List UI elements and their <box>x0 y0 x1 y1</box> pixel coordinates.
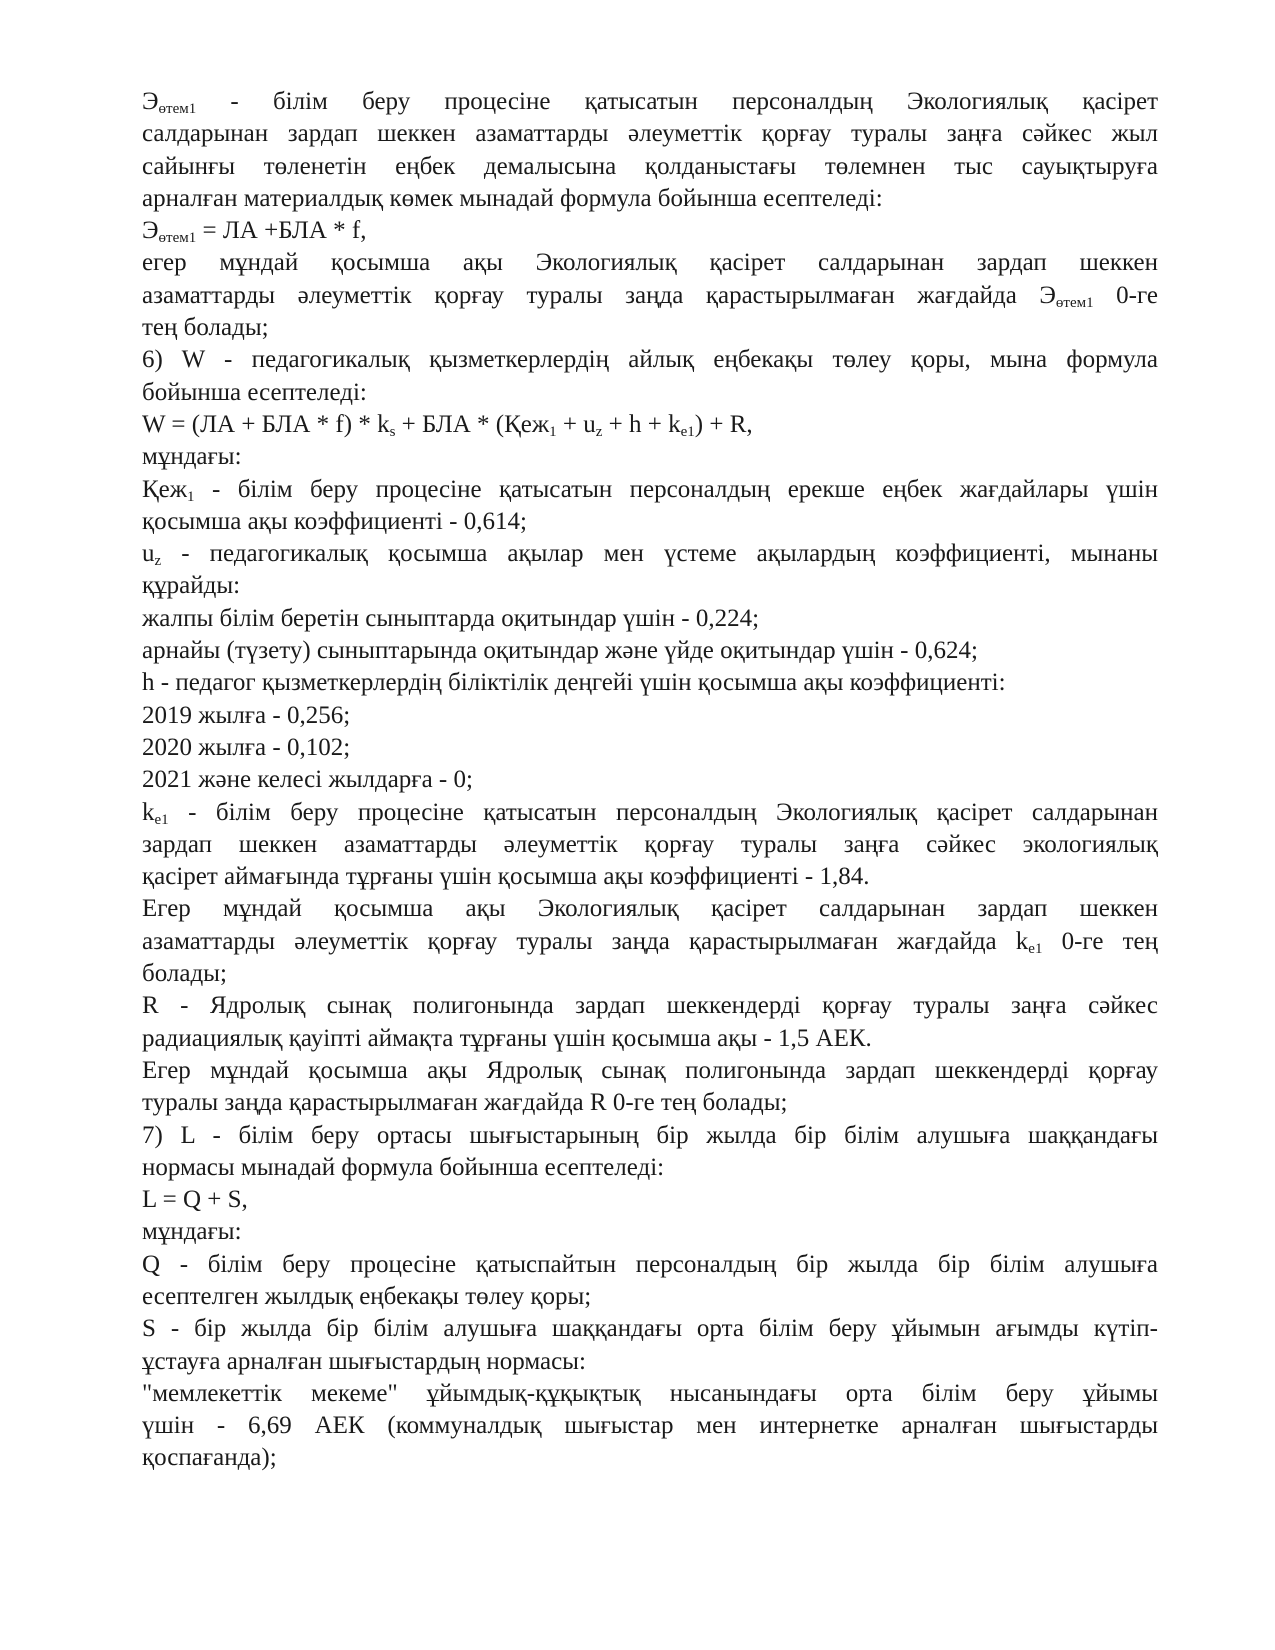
text-run: + h + k <box>602 410 681 438</box>
text-line <box>142 797 1158 829</box>
text-line <box>142 1152 1158 1184</box>
text-run: 0-ге тең <box>1042 927 1158 955</box>
subscript: z <box>595 423 603 440</box>
subscript: 1 <box>187 488 195 505</box>
document-page <box>142 86 1158 1475</box>
text-line <box>142 151 1158 183</box>
text-line <box>142 344 1158 376</box>
text-line <box>142 1346 1158 1378</box>
text-line <box>142 538 1158 570</box>
text-run: есептелген жылдық еңбекақы төлеу қоры; <box>142 1282 592 1310</box>
subscript: s <box>389 423 396 440</box>
text-line <box>142 764 1158 796</box>
text-line <box>142 1313 1158 1345</box>
text-run: болады; <box>142 960 227 988</box>
text-run: Q - білім беру процесіне қатыспайтын персоналдың бір жылда бір білім алушыға <box>142 1250 1158 1278</box>
text-line <box>142 861 1158 893</box>
text-run: 2019 жылға - 0,256; <box>142 701 351 729</box>
text-line <box>142 1087 1158 1119</box>
text-run: k <box>142 798 155 826</box>
text-line <box>142 603 1158 635</box>
text-line <box>142 829 1158 861</box>
text-line <box>142 377 1158 409</box>
text-run: қоспағанда); <box>142 1444 277 1472</box>
text-run: Егер мұндай қосымша ақы Ядролық сынақ полигонында зардап шеккендерді қорғау <box>142 1056 1158 1084</box>
text-run: ұстауға арналған шығыстардың нормасы: <box>142 1347 586 1375</box>
text-run: мұндағы: <box>142 443 242 471</box>
text-line <box>142 86 1158 118</box>
subscript: z <box>154 553 162 570</box>
text-line <box>142 700 1158 732</box>
text-line <box>142 215 1158 247</box>
text-run: Э <box>142 217 159 245</box>
text-line <box>142 1023 1158 1055</box>
subscript: e1 <box>680 423 695 440</box>
text-run: S - бір жылда бір білім алушыға шаққандағы орта білім беру ұйымын ағымды күтіп- <box>142 1315 1158 1343</box>
text-run: бойынша есептеледі: <box>142 378 367 406</box>
text-run: L = Q + S, <box>142 1186 248 1214</box>
text-line <box>142 1184 1158 1216</box>
text-line <box>142 506 1158 538</box>
text-run: Э <box>142 88 159 115</box>
text-run: - білім беру процесіне қатысатын персоналдың Экологиялық қасірет <box>196 88 1158 115</box>
text-run: "мемлекеттік мекеме" ұйымдық-құқықтық нысанындағы орта білім беру ұйымы <box>142 1379 1158 1407</box>
text-line <box>142 958 1158 990</box>
text-line <box>142 990 1158 1022</box>
text-run: мұндағы: <box>142 1218 242 1246</box>
text-run: h - педагог қызметкерлердің біліктілік деңгейі үшін қосымша ақы коэффициенті: <box>142 669 1006 697</box>
text-line <box>142 1216 1158 1248</box>
text-run: егер мұндай қосымша ақы Экологиялық қасірет салдарынан зардап шеккен <box>142 249 1158 277</box>
text-run: тең болады; <box>142 314 269 342</box>
subscript: 1 <box>549 423 557 440</box>
text-line <box>142 441 1158 473</box>
subscript: өтем1 <box>158 101 197 117</box>
text-run: 0-ге <box>1093 281 1158 309</box>
text-line <box>142 183 1158 215</box>
text-run: салдарынан зардап шеккен азаматтарды әлеуметтік қорғау туралы заңға сәйкес жыл <box>142 120 1158 148</box>
text-run: нормасы мынадай формула бойынша есептеледі: <box>142 1153 665 1181</box>
text-run: 6) W - педагогикалық қызметкерлердің айлық еңбекақы төлеу қоры, мына формула <box>142 346 1158 374</box>
text-line <box>142 1120 1158 1152</box>
text-run: + БЛА * (Қеж <box>395 410 550 438</box>
text-line <box>142 280 1158 312</box>
text-run: туралы заңда қарастырылмаған жағдайда R 0-ге тең болады; <box>142 1089 788 1117</box>
text-run: - білім беру процесіне қатысатын персоналдың Экологиялық қасірет салдарынан <box>168 798 1158 826</box>
text-line <box>142 635 1158 667</box>
text-line <box>142 1442 1158 1474</box>
text-line <box>142 247 1158 279</box>
text-run: арналған материалдық көмек мынадай формула бойынша есептеледі: <box>142 184 883 212</box>
text-line <box>142 474 1158 506</box>
text-line <box>142 1410 1158 1442</box>
subscript: өтем1 <box>158 230 197 247</box>
subscript: өтем1 <box>1055 294 1094 311</box>
text-line <box>142 1055 1158 1087</box>
text-line <box>142 570 1158 602</box>
text-run: = ЛА +БЛА * f, <box>196 217 367 245</box>
text-run: құрайды: <box>142 572 241 600</box>
text-run: - білім беру процесіне қатысатын персоналдың ерекше еңбек жағдайлары үшін <box>194 475 1158 503</box>
text-run: зардап шеккен азаматтарды әлеуметтік қорғау туралы заңға сәйкес экологиялық <box>142 830 1158 858</box>
text-line <box>142 312 1158 344</box>
text-run: 2020 жылға - 0,102; <box>142 733 351 761</box>
text-line <box>142 732 1158 764</box>
text-line <box>142 926 1158 958</box>
text-run: азаматтарды әлеуметтік қорғау туралы заңда қарастырылмаған жағдайда k <box>142 927 1029 955</box>
text-run: радиациялық қауіпті аймақта тұрғаны үшін қосымша ақы - 1,5 АЕК. <box>142 1024 872 1052</box>
text-run: қасірет аймағында тұрғаны үшін қосымша ақы коэффициенті - 1,84. <box>142 863 870 891</box>
text-run: Қеж <box>142 475 188 503</box>
text-line <box>142 1249 1158 1281</box>
text-run: қосымша ақы коэффициенті - 0,614; <box>142 507 527 535</box>
subscript: e1 <box>1028 940 1043 957</box>
text-run: - педагогикалық қосымша ақылар мен үстеме ақылардың коэффициенті, мынаны <box>161 540 1158 568</box>
subscript: e1 <box>154 811 169 828</box>
text-run: сайынғы төленетін еңбек демалысына қолданыстағы төлемнен тыс сауықтыруға <box>142 152 1158 180</box>
text-line <box>142 1281 1158 1313</box>
text-line <box>142 409 1158 441</box>
text-line <box>142 1378 1158 1410</box>
text-run: u <box>142 540 155 568</box>
text-run: үшін - 6,69 АЕК (коммуналдық шығыстар мен интернетке арналған шығыстарды <box>142 1412 1158 1440</box>
text-run: Егер мұндай қосымша ақы Экологиялық қасірет салдарынан зардап шеккен <box>142 895 1158 923</box>
text-run: + u <box>556 410 596 438</box>
text-line <box>142 893 1158 925</box>
text-run: арнайы (түзету) сыныптарында оқитындар және үйде оқитындар үшін - 0,624; <box>142 637 978 665</box>
text-run: жалпы білім беретін сыныптарда оқитындар үшін - 0,224; <box>142 604 760 632</box>
text-line <box>142 667 1158 699</box>
text-run: R - Ядролық сынақ полигонында зардап шеккендерді қорғау туралы заңға сәйкес <box>142 992 1158 1020</box>
text-line <box>142 118 1158 150</box>
text-run: W = (ЛА + БЛА * f) * k <box>142 410 390 438</box>
text-run: 2021 және келесі жылдарға - 0; <box>142 766 473 794</box>
text-run: азаматтарды әлеуметтік қорғау туралы заңда қарастырылмаған жағдайда Э <box>142 281 1056 309</box>
text-run: 7) L - білім беру ортасы шығыстарының бір жылда бір білім алушыға шаққандағы <box>142 1121 1158 1149</box>
text-run: ) + R, <box>694 410 753 438</box>
